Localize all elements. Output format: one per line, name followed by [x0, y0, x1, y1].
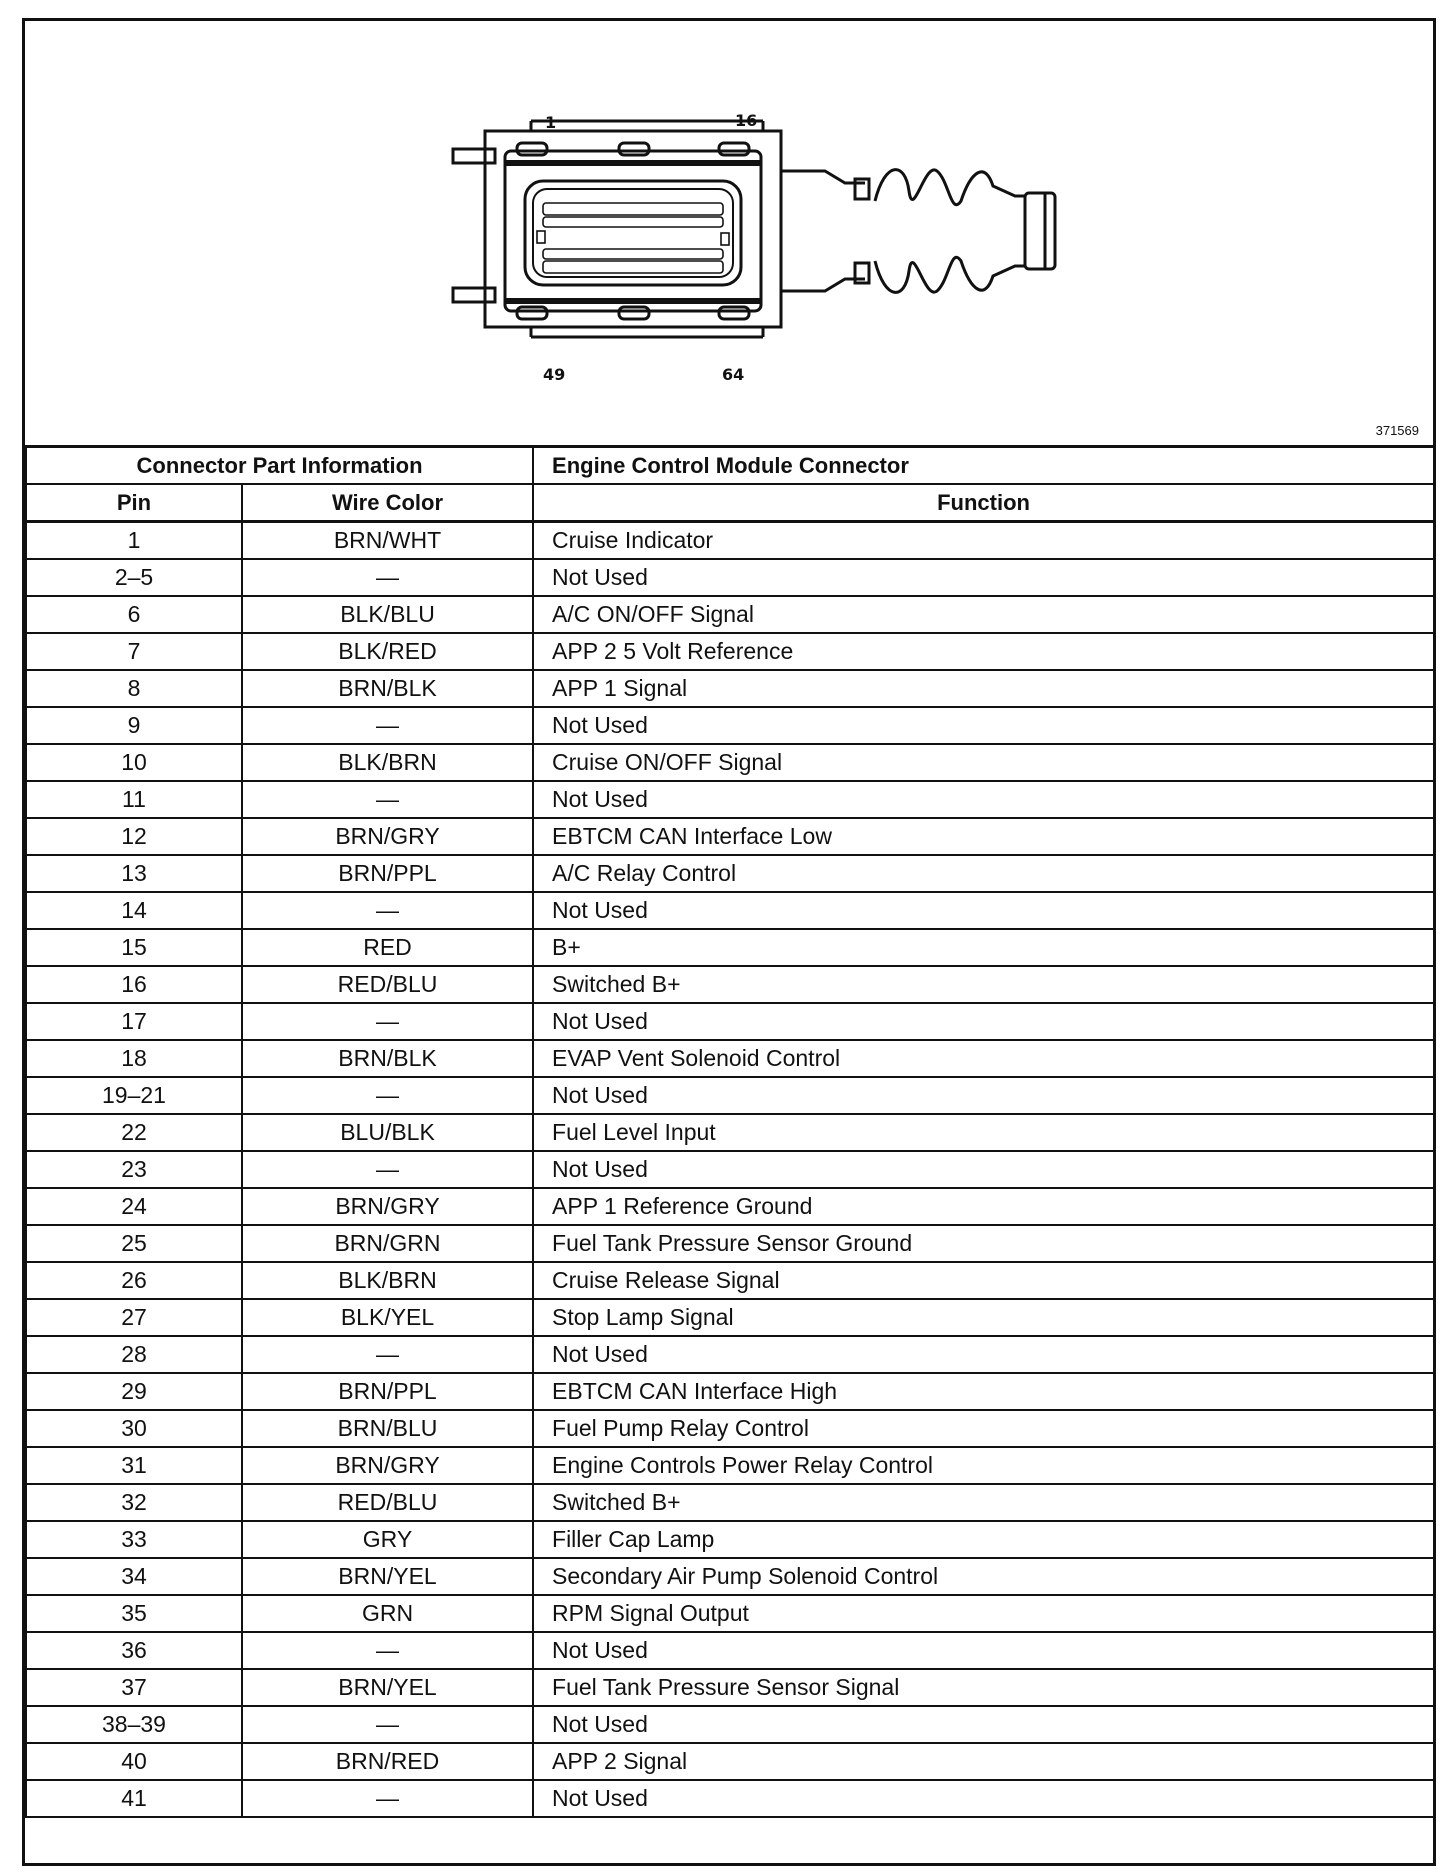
function-cell: Cruise Indicator	[533, 522, 1434, 560]
wire-color-cell: BLK/YEL	[242, 1299, 533, 1336]
wire-color-cell: —	[242, 1706, 533, 1743]
function-cell: APP 2 Signal	[533, 1743, 1434, 1780]
wire-color-cell: BLK/BLU	[242, 596, 533, 633]
pin-cell: 23	[26, 1151, 242, 1188]
pin-cell: 40	[26, 1743, 242, 1780]
pin-column-header: Pin	[26, 484, 242, 522]
pin-cell: 37	[26, 1669, 242, 1706]
table-row	[26, 1558, 1434, 1595]
table-row	[26, 1188, 1434, 1225]
function-cell: Not Used	[533, 1003, 1434, 1040]
pin-cell: 30	[26, 1410, 242, 1447]
wire-color-cell: —	[242, 892, 533, 929]
function-cell: EBTCM CAN Interface Low	[533, 818, 1434, 855]
table-row	[26, 1299, 1434, 1336]
wire-color-cell: —	[242, 559, 533, 596]
wire-color-cell: BLU/BLK	[242, 1114, 533, 1151]
wire-color-cell: BRN/GRY	[242, 818, 533, 855]
function-cell: B+	[533, 929, 1434, 966]
pin-cell: 12	[26, 818, 242, 855]
pin-table	[25, 445, 1435, 1818]
table-row	[26, 1077, 1434, 1114]
pin-cell: 33	[26, 1521, 242, 1558]
table-row	[26, 1373, 1434, 1410]
table-row	[26, 1225, 1434, 1262]
pin-cell: 15	[26, 929, 242, 966]
pin-cell: 6	[26, 596, 242, 633]
table-row	[26, 1003, 1434, 1040]
table-row	[26, 1595, 1434, 1632]
wire-color-cell: BRN/YEL	[242, 1669, 533, 1706]
pin-cell: 27	[26, 1299, 242, 1336]
table-row	[26, 1706, 1434, 1743]
table-header-row	[26, 447, 1434, 485]
function-cell: Stop Lamp Signal	[533, 1299, 1434, 1336]
pin-cell: 1	[26, 522, 242, 560]
pin-cell: 22	[26, 1114, 242, 1151]
function-cell: EVAP Vent Solenoid Control	[533, 1040, 1434, 1077]
table-row	[26, 1447, 1434, 1484]
function-cell: Not Used	[533, 1151, 1434, 1188]
pin-cell: 14	[26, 892, 242, 929]
pin-cell: 10	[26, 744, 242, 781]
table-row	[26, 966, 1434, 1003]
table-row	[26, 633, 1434, 670]
function-cell: RPM Signal Output	[533, 1595, 1434, 1632]
pin-cell: 17	[26, 1003, 242, 1040]
pin-cell: 9	[26, 707, 242, 744]
wire-color-column-header: Wire Color	[242, 484, 533, 522]
function-cell: Cruise Release Signal	[533, 1262, 1434, 1299]
wire-color-cell: BRN/WHT	[242, 522, 533, 560]
connector-sheet	[22, 18, 1436, 1866]
wire-color-cell: BLK/BRN	[242, 744, 533, 781]
pin-label-1: 1	[545, 113, 557, 132]
function-cell: Engine Controls Power Relay Control	[533, 1447, 1434, 1484]
table-row	[26, 781, 1434, 818]
wire-color-cell: BRN/GRN	[242, 1225, 533, 1262]
function-cell: Not Used	[533, 1706, 1434, 1743]
wire-color-cell: BRN/BLK	[242, 1040, 533, 1077]
function-cell: Filler Cap Lamp	[533, 1521, 1434, 1558]
wire-color-cell: —	[242, 707, 533, 744]
table-row	[26, 1040, 1434, 1077]
pin-label-16: 16	[735, 111, 758, 130]
table-row	[26, 1743, 1434, 1780]
function-cell: Switched B+	[533, 1484, 1434, 1521]
function-cell: Not Used	[533, 892, 1434, 929]
pin-cell: 26	[26, 1262, 242, 1299]
table-row	[26, 1780, 1434, 1817]
table-row	[26, 1262, 1434, 1299]
table-row	[26, 1484, 1434, 1521]
module-connector-header: Engine Control Module Connector	[533, 447, 1434, 485]
wire-color-cell: —	[242, 781, 533, 818]
table-row	[26, 707, 1434, 744]
function-cell: Not Used	[533, 781, 1434, 818]
pin-label-64: 64	[722, 365, 745, 384]
function-cell: Not Used	[533, 1632, 1434, 1669]
pin-cell: 7	[26, 633, 242, 670]
pin-cell: 24	[26, 1188, 242, 1225]
pin-cell: 13	[26, 855, 242, 892]
wire-color-cell: BRN/PPL	[242, 1373, 533, 1410]
wire-color-cell: —	[242, 1077, 533, 1114]
table-row	[26, 559, 1434, 596]
wire-color-cell: GRN	[242, 1595, 533, 1632]
wire-color-cell: —	[242, 1003, 533, 1040]
wire-color-cell: BRN/BLU	[242, 1410, 533, 1447]
pin-cell: 2–5	[26, 559, 242, 596]
table-row	[26, 596, 1434, 633]
table-row	[26, 1521, 1434, 1558]
wire-color-cell: —	[242, 1151, 533, 1188]
function-cell: Fuel Level Input	[533, 1114, 1434, 1151]
function-cell: Secondary Air Pump Solenoid Control	[533, 1558, 1434, 1595]
wire-color-cell: BRN/GRY	[242, 1188, 533, 1225]
function-cell: Cruise ON/OFF Signal	[533, 744, 1434, 781]
connector-part-info-header: Connector Part Information	[26, 447, 533, 485]
pin-cell: 41	[26, 1780, 242, 1817]
table-row	[26, 1151, 1434, 1188]
pin-cell: 36	[26, 1632, 242, 1669]
function-cell: A/C Relay Control	[533, 855, 1434, 892]
table-row	[26, 1632, 1434, 1669]
function-cell: Not Used	[533, 1077, 1434, 1114]
pin-cell: 16	[26, 966, 242, 1003]
function-cell: Not Used	[533, 1780, 1434, 1817]
wire-color-cell: RED/BLU	[242, 966, 533, 1003]
table-row	[26, 892, 1434, 929]
pin-cell: 31	[26, 1447, 242, 1484]
figure-id: 371569	[1375, 423, 1419, 438]
pin-cell: 18	[26, 1040, 242, 1077]
pin-cell: 28	[26, 1336, 242, 1373]
pin-cell: 35	[26, 1595, 242, 1632]
pin-cell: 11	[26, 781, 242, 818]
pin-cell: 34	[26, 1558, 242, 1595]
pin-cell: 8	[26, 670, 242, 707]
pin-cell: 19–21	[26, 1077, 242, 1114]
function-cell: APP 2 5 Volt Reference	[533, 633, 1434, 670]
function-cell: Not Used	[533, 707, 1434, 744]
function-cell: Not Used	[533, 1336, 1434, 1373]
table-row	[26, 818, 1434, 855]
table-row	[26, 522, 1434, 560]
column-header-row	[26, 484, 1434, 522]
wire-color-cell: BRN/YEL	[242, 1558, 533, 1595]
table-row	[26, 1410, 1434, 1447]
function-cell: Fuel Tank Pressure Sensor Ground	[533, 1225, 1434, 1262]
wire-color-cell: —	[242, 1780, 533, 1817]
wire-color-cell: —	[242, 1336, 533, 1373]
pin-cell: 32	[26, 1484, 242, 1521]
wire-color-cell: BRN/GRY	[242, 1447, 533, 1484]
wire-color-cell: —	[242, 1632, 533, 1669]
function-cell: Switched B+	[533, 966, 1434, 1003]
wire-color-cell: BLK/BRN	[242, 1262, 533, 1299]
function-cell: APP 1 Reference Ground	[533, 1188, 1434, 1225]
pin-cell: 25	[26, 1225, 242, 1262]
table-row	[26, 1114, 1434, 1151]
wire-color-cell: RED	[242, 929, 533, 966]
table-row	[26, 1336, 1434, 1373]
wire-color-cell: BRN/PPL	[242, 855, 533, 892]
function-cell: A/C ON/OFF Signal	[533, 596, 1434, 633]
function-cell: Not Used	[533, 559, 1434, 596]
function-cell: Fuel Pump Relay Control	[533, 1410, 1434, 1447]
function-cell: Fuel Tank Pressure Sensor Signal	[533, 1669, 1434, 1706]
pin-rows	[26, 522, 1434, 1818]
function-cell: EBTCM CAN Interface High	[533, 1373, 1434, 1410]
pin-cell: 38–39	[26, 1706, 242, 1743]
table-row	[26, 1669, 1434, 1706]
pin-label-49: 49	[543, 365, 566, 384]
wire-color-cell: BRN/BLK	[242, 670, 533, 707]
pin-cell: 29	[26, 1373, 242, 1410]
table-row	[26, 744, 1434, 781]
table-row	[26, 670, 1434, 707]
function-column-header: Function	[533, 484, 1434, 522]
wire-color-cell: RED/BLU	[242, 1484, 533, 1521]
connector-figure	[25, 21, 1433, 445]
wire-color-cell: GRY	[242, 1521, 533, 1558]
function-cell: APP 1 Signal	[533, 670, 1434, 707]
wire-color-cell: BLK/RED	[242, 633, 533, 670]
table-row	[26, 929, 1434, 966]
wire-color-cell: BRN/RED	[242, 1743, 533, 1780]
table-row	[26, 855, 1434, 892]
